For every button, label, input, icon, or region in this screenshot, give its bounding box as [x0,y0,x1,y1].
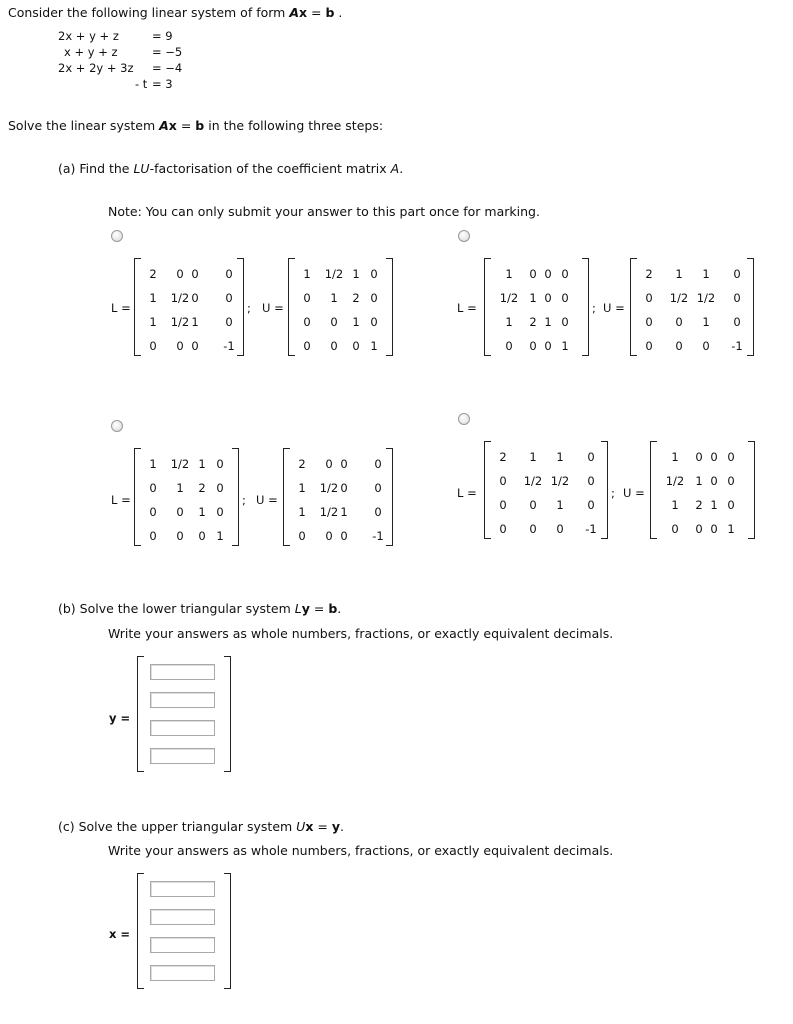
matrix-cell: 1 [303,267,311,281]
option-1-l-label: L = [111,301,131,315]
option-3-semicolon: ; [242,493,246,507]
matrix-cell: 0 [176,505,184,519]
matrix-row [135,338,243,354]
matrix-row [135,266,243,282]
matrix-cell: 1/2 [669,291,689,305]
matrix-cell: -1 [223,339,235,353]
matrix-cell: 1/2 [170,457,190,471]
matrix-row [284,528,392,544]
matrix-cell: 0 [374,505,382,519]
matrix-cell: 1 [216,529,224,543]
matrix-cell: 0 [727,450,735,464]
x-input-4[interactable] [150,965,215,981]
matrix-cell: 0 [149,505,157,519]
matrix-cell: -1 [372,529,384,543]
matrix-cell: 0 [198,529,206,543]
matrix-cell: 0 [544,339,552,353]
matrix-row [284,456,392,472]
matrix-cell: 2 [499,450,507,464]
matrix-row [289,338,392,354]
equation-1-rhs: = 9 [152,29,173,43]
option-2-u-label: U = [603,301,625,315]
equation-2-rhs: = −5 [152,45,183,59]
matrix-cell: 1 [149,315,157,329]
x-input-2[interactable] [150,909,215,925]
matrix-row [651,521,754,537]
matrix-cell: 1 [298,505,306,519]
equation-4-rhs: = 3 [152,77,173,91]
matrix-cell: 0 [149,339,157,353]
matrix-cell: 1/2 [324,267,344,281]
matrix-cell: 0 [225,267,233,281]
matrix-cell: 2 [529,315,537,329]
matrix-cell: 0 [505,339,513,353]
option-1-radio[interactable] [111,230,123,242]
matrix-cell: 1 [198,505,206,519]
matrix-row [135,290,243,306]
matrix-row [631,290,753,306]
equation-2-lhs: x + y + z [64,45,118,59]
matrix-cell: 0 [340,481,348,495]
matrix-cell: 1/2 [696,291,716,305]
matrix-row [485,473,607,489]
matrix-cell: 1 [556,498,564,512]
matrix-cell: 0 [149,529,157,543]
matrix-row [485,314,588,330]
matrix-cell: 0 [675,315,683,329]
matrix-cell: 0 [191,339,199,353]
option-4-u-matrix [650,441,755,539]
matrix-cell: 0 [340,529,348,543]
solve-instruction: Solve the linear system Ax = b in the following three steps: [8,118,384,133]
matrix-cell: 0 [556,522,564,536]
matrix-cell: 1/2 [319,481,339,495]
matrix-cell: 0 [695,522,703,536]
matrix-cell: 0 [352,339,360,353]
matrix-row [135,314,243,330]
y-input-4[interactable] [150,748,215,764]
y-input-3[interactable] [150,720,215,736]
matrix-row [135,456,238,472]
matrix-cell: 0 [645,315,653,329]
matrix-cell: 1 [340,505,348,519]
option-3-u-matrix [283,448,393,546]
matrix-cell: 2 [352,291,360,305]
x-input-1[interactable] [150,881,215,897]
matrix-row [289,266,392,282]
matrix-cell: 0 [561,267,569,281]
matrix-row [631,314,753,330]
option-4-radio[interactable] [458,413,470,425]
matrix-cell: 0 [499,522,507,536]
matrix-cell: 0 [216,481,224,495]
matrix-cell: 1 [352,315,360,329]
matrix-cell: 0 [695,450,703,464]
intro-text: Consider the following linear system of form Ax = b . [8,5,343,20]
matrix-cell: 0 [529,498,537,512]
matrix-cell: 0 [710,474,718,488]
matrix-row [284,504,392,520]
part-b-instruction: Write your answers as whole numbers, fractions, or exactly equivalent decimals. [108,626,614,641]
matrix-cell: 0 [176,529,184,543]
y-input-1[interactable] [150,664,215,680]
equation-3-rhs: = −4 [152,61,183,75]
matrix-cell: 2 [298,457,306,471]
y-input-2[interactable] [150,692,215,708]
matrix-cell: 0 [529,267,537,281]
matrix-cell: 1/2 [523,474,543,488]
matrix-cell: 1 [191,315,199,329]
matrix-cell: 1 [529,291,537,305]
matrix-cell: 0 [374,457,382,471]
part-a-heading: (a) Find the LU-factorisation of the coefficient matrix A. [58,161,404,176]
matrix-row [485,521,607,537]
matrix-cell: 1 [544,315,552,329]
matrix-cell: 0 [370,267,378,281]
matrix-cell: 0 [370,291,378,305]
matrix-cell: 0 [330,339,338,353]
x-input-3[interactable] [150,937,215,953]
equation-3-lhs: 2x + 2y + 3z [58,61,134,75]
matrix-cell: 0 [587,474,595,488]
matrix-cell: 1/2 [170,291,190,305]
matrix-cell: 2 [645,267,653,281]
x-vector-bracket [137,873,231,989]
matrix-cell: 0 [675,339,683,353]
option-3-radio[interactable] [111,420,123,432]
matrix-cell: 0 [225,315,233,329]
option-2-semicolon: ; [592,301,596,315]
matrix-row [485,449,607,465]
matrix-cell: 1 [556,450,564,464]
matrix-cell: 0 [529,522,537,536]
matrix-cell: 1 [727,522,735,536]
matrix-cell: 1 [710,498,718,512]
matrix-row [135,480,238,496]
matrix-cell: 1 [370,339,378,353]
matrix-cell: 0 [733,267,741,281]
option-1-u-label: U = [262,301,284,315]
matrix-cell: 0 [149,481,157,495]
y-vector-label: y = [109,711,131,725]
matrix-row [485,266,588,282]
matrix-cell: 2 [695,498,703,512]
matrix-cell: 0 [727,498,735,512]
option-1-semicolon: ; [247,301,251,315]
matrix-row [651,473,754,489]
option-4-l-label: L = [457,486,477,500]
matrix-cell: 0 [529,339,537,353]
matrix-cell: 0 [544,267,552,281]
matrix-cell: 0 [303,315,311,329]
matrix-cell: 0 [710,450,718,464]
matrix-row [485,338,588,354]
matrix-row [485,290,588,306]
matrix-cell: 0 [176,267,184,281]
option-1-u-matrix [288,258,393,356]
matrix-cell: 1 [561,339,569,353]
matrix-cell: 0 [645,291,653,305]
matrix-cell: 1 [505,315,513,329]
equation-4-lhs: - t [135,77,148,91]
matrix-cell: 0 [330,315,338,329]
option-2-l-label: L = [457,301,477,315]
matrix-cell: 1 [298,481,306,495]
matrix-cell: 1 [529,450,537,464]
matrix-cell: 0 [733,315,741,329]
matrix-cell: 0 [710,522,718,536]
matrix-cell: 1 [702,267,710,281]
matrix-cell: 0 [325,529,333,543]
equation-1-lhs: 2x + y + z [58,29,119,43]
part-c-instruction: Write your answers as whole numbers, fractions, or exactly equivalent decimals. [108,843,614,858]
matrix-cell: 0 [544,291,552,305]
matrix-cell: 0 [216,457,224,471]
option-2-u-matrix [630,258,754,356]
matrix-cell: 0 [561,315,569,329]
matrix-cell: 0 [325,457,333,471]
option-1-l-matrix [134,258,244,356]
part-c-heading: (c) Solve the upper triangular system Ux = y. [58,819,344,834]
matrix-cell: 1 [671,498,679,512]
matrix-cell: 1 [505,267,513,281]
matrix-cell: -1 [585,522,597,536]
matrix-cell: 1 [149,457,157,471]
option-4-u-label: U = [623,486,645,500]
matrix-cell: 1 [330,291,338,305]
option-2-l-matrix [484,258,589,356]
matrix-cell: 1/2 [170,315,190,329]
matrix-cell: 0 [727,474,735,488]
matrix-cell: 0 [176,339,184,353]
matrix-cell: 1/2 [319,505,339,519]
x-vector-label: x = [109,927,131,941]
matrix-row [651,497,754,513]
option-3-u-label: U = [256,493,278,507]
matrix-cell: 0 [216,505,224,519]
matrix-cell: 0 [587,498,595,512]
part-b-heading: (b) Solve the lower triangular system Ly = b. [58,601,342,616]
option-3-l-matrix [134,448,239,546]
matrix-cell: 2 [198,481,206,495]
matrix-cell: 0 [225,291,233,305]
y-vector-bracket [137,656,231,772]
matrix-cell: 1 [702,315,710,329]
matrix-cell: 0 [370,315,378,329]
matrix-row [135,528,238,544]
matrix-cell: 1/2 [499,291,519,305]
matrix-row [289,314,392,330]
note-text: Note: You can only submit your answer to this part once for marking. [108,204,540,219]
matrix-cell: 0 [191,291,199,305]
matrix-cell: 1/2 [665,474,685,488]
option-4-semicolon: ; [611,486,615,500]
matrix-cell: 0 [298,529,306,543]
matrix-cell: 2 [149,267,157,281]
matrix-cell: 1 [695,474,703,488]
matrix-cell: 0 [303,339,311,353]
matrix-cell: -1 [731,339,743,353]
matrix-cell: 0 [645,339,653,353]
option-3-l-label: L = [111,493,131,507]
option-2-radio[interactable] [458,230,470,242]
matrix-cell: 0 [499,498,507,512]
matrix-cell: 0 [499,474,507,488]
matrix-row [485,497,607,513]
matrix-cell: 1 [675,267,683,281]
matrix-cell: 1 [198,457,206,471]
matrix-row [651,449,754,465]
matrix-row [631,266,753,282]
matrix-cell: 0 [191,267,199,281]
matrix-cell: 0 [733,291,741,305]
matrix-row [284,480,392,496]
option-4-l-matrix [484,441,608,539]
matrix-cell: 1 [149,291,157,305]
matrix-cell: 0 [702,339,710,353]
matrix-cell: 1 [671,450,679,464]
matrix-row [631,338,753,354]
matrix-row [289,290,392,306]
matrix-row [135,504,238,520]
matrix-cell: 0 [587,450,595,464]
matrix-cell: 0 [340,457,348,471]
matrix-cell: 0 [561,291,569,305]
matrix-cell: 0 [303,291,311,305]
matrix-cell: 1 [176,481,184,495]
matrix-cell: 0 [374,481,382,495]
matrix-cell: 1/2 [550,474,570,488]
matrix-cell: 0 [671,522,679,536]
matrix-cell: 1 [352,267,360,281]
